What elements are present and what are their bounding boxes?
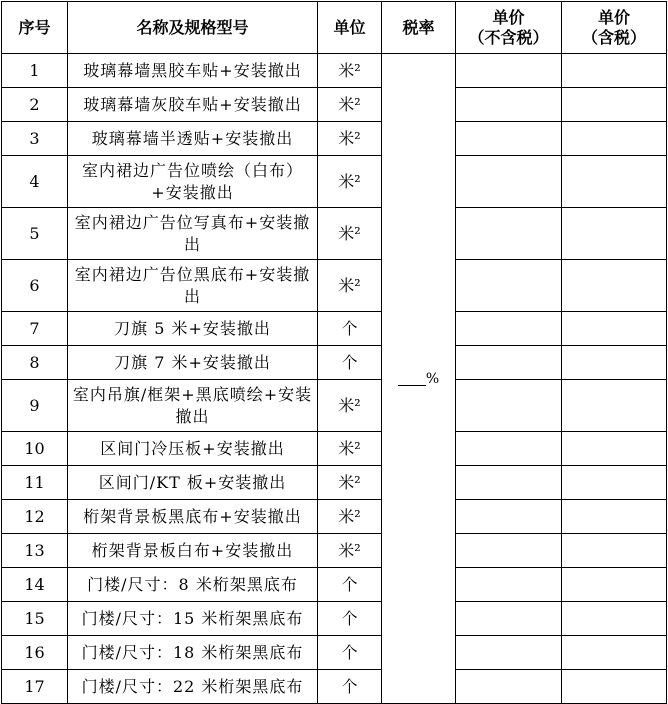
seq-cell: 11 xyxy=(2,466,68,500)
price-incl-tax-cell[interactable] xyxy=(562,500,667,534)
price-excl-tax-cell[interactable] xyxy=(456,636,562,670)
unit-cell: 米² xyxy=(318,54,382,88)
price-excl-tax-cell[interactable] xyxy=(456,380,562,432)
price-incl-tax-cell[interactable] xyxy=(562,346,667,380)
price-incl-tax-cell[interactable] xyxy=(562,670,667,704)
unit-cell: 米² xyxy=(318,88,382,122)
price-excl-tax-cell[interactable] xyxy=(456,568,562,602)
header-price-excl xyxy=(456,2,562,54)
price-incl-tax-cell[interactable] xyxy=(562,54,667,88)
seq-cell: 4 xyxy=(2,156,68,208)
unit-cell: 米² xyxy=(318,156,382,208)
unit-cell: 米² xyxy=(318,208,382,260)
table-row xyxy=(2,636,667,670)
table-row xyxy=(2,500,667,534)
header-price-incl-line1: 单价 xyxy=(597,7,630,27)
seq-cell: 5 xyxy=(2,208,68,260)
tax-rate-percent: % xyxy=(425,370,440,387)
tax-rate-blank[interactable] xyxy=(398,371,426,386)
name-cell: 门楼/尺寸：8 米桁架黑底布 xyxy=(68,568,318,602)
price-incl-tax-cell[interactable] xyxy=(562,432,667,466)
seq-cell: 8 xyxy=(2,346,68,380)
table-row xyxy=(2,208,667,260)
seq-cell: 13 xyxy=(2,534,68,568)
name-cell: 玻璃幕墙半透贴+安装撤出 xyxy=(68,122,318,156)
name-cell: 室内裙边广告位喷绘（白布）+安装撤出 xyxy=(68,156,318,208)
price-excl-tax-cell[interactable] xyxy=(456,312,562,346)
name-cell: 桁架背景板黑底布+安装撤出 xyxy=(68,500,318,534)
unit-cell: 个 xyxy=(318,636,382,670)
table-row xyxy=(2,156,667,208)
unit-cell: 米² xyxy=(318,466,382,500)
seq-cell: 12 xyxy=(2,500,68,534)
table-row xyxy=(2,122,667,156)
price-incl-tax-cell[interactable] xyxy=(562,208,667,260)
header-tax: 税率 xyxy=(382,2,456,54)
table-row xyxy=(2,466,667,500)
price-incl-tax-cell[interactable] xyxy=(562,260,667,312)
price-incl-tax-cell[interactable] xyxy=(562,312,667,346)
tax-rate-cell[interactable] xyxy=(382,54,456,704)
name-cell: 玻璃幕墙黑胶车贴+安装撤出 xyxy=(68,54,318,88)
name-cell: 门楼/尺寸：15 米桁架黑底布 xyxy=(68,602,318,636)
table-row xyxy=(2,568,667,602)
price-excl-tax-cell[interactable] xyxy=(456,260,562,312)
header-price-excl-line2: （不含税） xyxy=(468,27,549,47)
seq-cell: 3 xyxy=(2,122,68,156)
unit-cell: 米² xyxy=(318,534,382,568)
price-excl-tax-cell[interactable] xyxy=(456,500,562,534)
price-excl-tax-cell[interactable] xyxy=(456,534,562,568)
name-cell: 区间门/KT 板+安装撤出 xyxy=(68,466,318,500)
seq-cell: 17 xyxy=(2,670,68,704)
unit-cell: 米² xyxy=(318,260,382,312)
name-cell: 刀旗 7 米+安装撤出 xyxy=(68,346,318,380)
unit-cell: 米² xyxy=(318,380,382,432)
unit-cell: 个 xyxy=(318,670,382,704)
price-table xyxy=(1,1,667,704)
table-row xyxy=(2,88,667,122)
table-row xyxy=(2,54,667,88)
header-row xyxy=(2,2,667,54)
table-row xyxy=(2,670,667,704)
price-excl-tax-cell[interactable] xyxy=(456,432,562,466)
table-row xyxy=(2,260,667,312)
price-incl-tax-cell[interactable] xyxy=(562,156,667,208)
table-row xyxy=(2,602,667,636)
seq-cell: 16 xyxy=(2,636,68,670)
unit-cell: 米² xyxy=(318,500,382,534)
name-cell: 室内裙边广告位黑底布+安装撤出 xyxy=(68,260,318,312)
price-incl-tax-cell[interactable] xyxy=(562,568,667,602)
name-cell: 玻璃幕墙灰胶车贴+安装撤出 xyxy=(68,88,318,122)
table-row xyxy=(2,346,667,380)
unit-cell: 个 xyxy=(318,346,382,380)
price-incl-tax-cell[interactable] xyxy=(562,380,667,432)
price-excl-tax-cell[interactable] xyxy=(456,466,562,500)
price-incl-tax-cell[interactable] xyxy=(562,636,667,670)
seq-cell: 15 xyxy=(2,602,68,636)
header-price-incl-line2: （含税） xyxy=(581,27,646,47)
unit-cell: 米² xyxy=(318,432,382,466)
header-seq: 序号 xyxy=(2,2,68,54)
seq-cell: 9 xyxy=(2,380,68,432)
unit-cell: 个 xyxy=(318,602,382,636)
price-excl-tax-cell[interactable] xyxy=(456,346,562,380)
header-unit: 单位 xyxy=(318,2,382,54)
seq-cell: 7 xyxy=(2,312,68,346)
price-excl-tax-cell[interactable] xyxy=(456,670,562,704)
price-excl-tax-cell[interactable] xyxy=(456,208,562,260)
name-cell: 门楼/尺寸：18 米桁架黑底布 xyxy=(68,636,318,670)
unit-cell: 米² xyxy=(318,122,382,156)
table-row xyxy=(2,380,667,432)
price-excl-tax-cell[interactable] xyxy=(456,602,562,636)
unit-cell: 个 xyxy=(318,312,382,346)
seq-cell: 14 xyxy=(2,568,68,602)
header-price-excl-line1: 单价 xyxy=(492,7,525,27)
name-cell: 区间门冷压板+安装撤出 xyxy=(68,432,318,466)
table-row xyxy=(2,432,667,466)
price-excl-tax-cell[interactable] xyxy=(456,122,562,156)
price-excl-tax-cell[interactable] xyxy=(456,54,562,88)
price-incl-tax-cell[interactable] xyxy=(562,466,667,500)
seq-cell: 1 xyxy=(2,54,68,88)
seq-cell: 2 xyxy=(2,88,68,122)
price-excl-tax-cell[interactable] xyxy=(456,88,562,122)
name-cell: 室内裙边广告位写真布+安装撤出 xyxy=(68,208,318,260)
name-cell: 刀旗 5 米+安装撤出 xyxy=(68,312,318,346)
name-cell: 门楼/尺寸：22 米桁架黑底布 xyxy=(68,670,318,704)
seq-cell: 10 xyxy=(2,432,68,466)
table-row xyxy=(2,534,667,568)
price-incl-tax-cell[interactable] xyxy=(562,534,667,568)
price-incl-tax-cell[interactable] xyxy=(562,88,667,122)
seq-cell: 6 xyxy=(2,260,68,312)
header-price-incl xyxy=(562,2,667,54)
header-name: 名称及规格型号 xyxy=(68,2,318,54)
price-incl-tax-cell[interactable] xyxy=(562,602,667,636)
table-row xyxy=(2,312,667,346)
unit-cell: 个 xyxy=(318,568,382,602)
price-incl-tax-cell[interactable] xyxy=(562,122,667,156)
name-cell: 桁架背景板白布+安装撤出 xyxy=(68,534,318,568)
price-excl-tax-cell[interactable] xyxy=(456,156,562,208)
name-cell: 室内吊旗/框架+黑底喷绘+安装撤出 xyxy=(68,380,318,432)
